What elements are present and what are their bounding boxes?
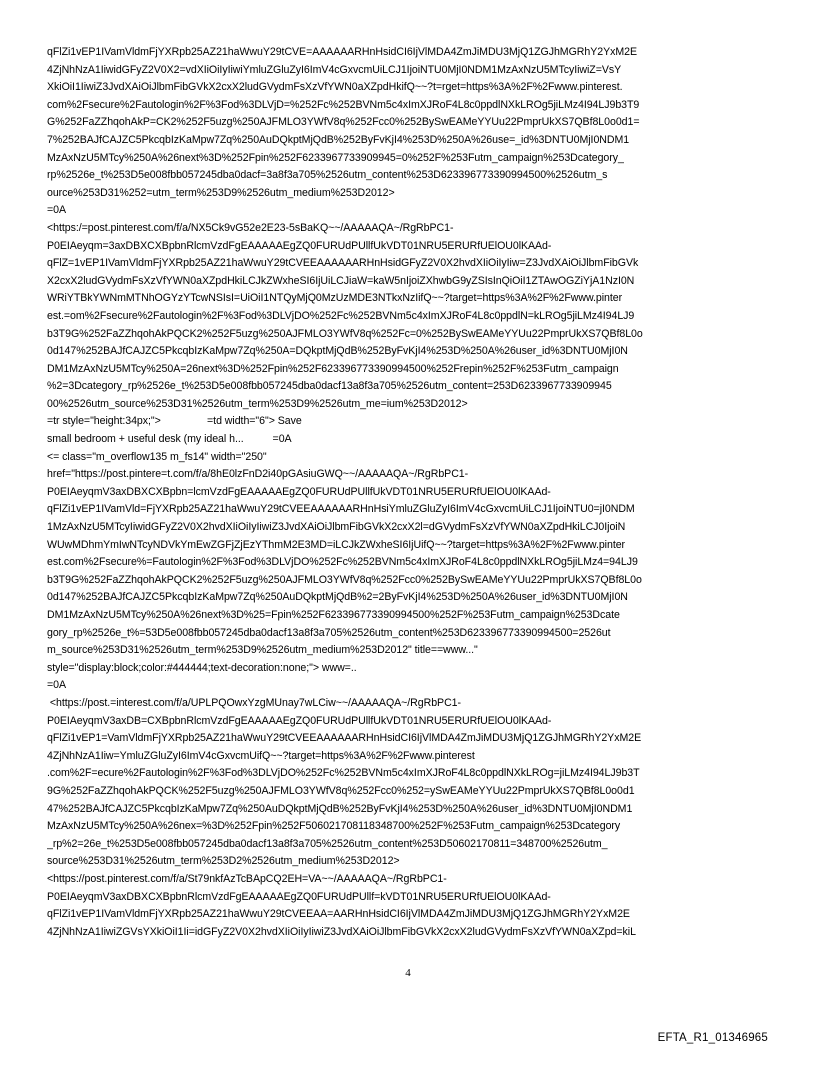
text-line: 4ZjNhNzA1Iiw=YmluZGluZyI6ImV4cGxvcmUifQ~~?target=https%3A%2F%2Fwww.pinterest [47,749,475,762]
text-line: %2=3Dcategory_rp%2526e_t%253D5e008fbb057245dba0dacf13a8f3a705%2526utm_content=253D6233967733909945 [47,380,612,393]
text-line: 9G%252FaZZhqohAkPQCK%252F5uzg%250AJFMLO3YWfV8q%252Fcc0%252=ySwEAMeYYUu22PmprUkXS7QBf8L0o0d1 [47,784,635,797]
text-line: qFlZi1vEP1IVamVldmFjYXRpb25AZ21haWwuY29tCVEEAA=AARHnHsidCI6IjVlMDA4ZmJiMDU3MjQ1ZGJhMGRhY2YxM2E [47,908,630,921]
text-line: =0A [47,204,66,217]
text-line: b3T9G%252FaZZhqohAkPQCK2%252F5uzg%250AJFMLO3YWfV8q%252Fc=0%252BySwEAMeYYUu22PmprUkXS7QBf8L0o [47,327,643,340]
text-line: est.com%2Fsecure%=Fautologin%2F%3Fod%3DLVjDO%252Fc%252BVNm5c4xImXJRoF4L8c0ppdlNXkLROg5jiLMz4=94LJ9 [47,556,638,569]
text-line: WRiYTBkYWNmMTNhOGYzYTcwNSIsI=UiOiI1NTQyMjQ0MzUzMDE3NTkxNzIifQ~~?target=https%3A%2F%2Fwww.pinter [47,292,623,305]
text-line: XkiOiI1IiwiZ3JvdXAiOiJlbmFibGVkX2cxX2ludGVydmFsXzVfYWN0aXZpdHkifQ~~?t=rget=https%3A%2F%2Fwww.pinterest. [47,81,623,94]
text-line: style="display:block;color:#444444;text-decoration:none;"> www=.. [47,661,357,674]
text-line: 0d147%252BAJfCAJZC5PkcqbIzKaMpw7Zq%250A=DQkptMjQdB%252ByFvKjI4%253D%250A%26user_id%3DNTU0MjI0N [47,345,628,358]
email-source-text [47,44,775,941]
text-line: P0EIAeyqmV3axDB=CXBpbnRlcmVzdFgEAAAAAEgZQ0FURUdPUllfUkVDT01NRU5ERURfUElOU0lKAAd- [47,714,552,727]
text-line: rp%2526e_t%253D5e008fbb057245dba0dacf=3a8f3a705%2526utm_content%253D623396773390994500%2526utm_s [47,169,608,182]
text-line: <= class="m_overflow135 m_fs14" width="250" [47,450,267,463]
text-line: WUwMDhmYmIwNTcyNDVkYmEwZGFjZjEzYThmM2E3MD=iLCJkZWxheSI6IjUifQ~~?target=https%3A%2F%2Fwww.pinter [47,538,626,551]
text-line: P0EIAeyqmV3axDBXCXBpbnRlcmVzdFgEAAAAAEgZQ0FURUdPUllf=kVDT01NRU5ERURfUElOU0lKAAd- [47,890,551,903]
text-line: 1MzAxNzU5MTcyIiwidGFyZ2V0X2hvdXIiOiIyIiwiZ3JvdXAiOiJlbmFibGVkX2cxX2l=dGVydmFsXzVfYWN0aXZpdHkiLCJ0IjoiN [47,521,626,534]
text-line: href="https://post.pintere=t.com/f/a/8hE0lzFnD2i40pGAsiuGWQ~~/AAAAAQA~/RgRbPC1- [47,468,469,481]
text-line: 7%252BAJfCAJZC5PkcqbIzKaMpw7Zq%250AuDQkptMjQdB%252ByFvKjI4%253D%250A%26use=_id%3DNTU0MjI0NDM1 [47,133,630,146]
text-line: com%2Fsecure%2Fautologin%2F%3Fod%3DLVjD=%252Fc%252BVNm5c4xImXJRoF4L8c0ppdlNXkLROg5jiLMz4I94LJ9b3T9 [47,98,640,111]
text-line: =tr style="height:34px;"> =td width="6"> Save [47,415,302,428]
text-line: b3T9G%252FaZZhqohAkPQCK2%252F5uzg%250AJFMLO3YWfV8q%252Fcc0%252BySwEAMeYYUu22PmprUkXS7QBf8L0o [47,573,642,586]
text-line: DM1MzAxNzU5MTcy%250A%26next%3D%25=Fpin%252F623396773390994500%252F%253Futm_campaign%253Dcate [47,609,620,621]
text-line: <https://post.=interest.com/f/a/UPLPQOwxYzgMUnay7wLCiw~~/AAAAAQA~/RgRbPC1- [47,696,461,709]
page-number: 4 [405,967,411,979]
text-line: =0A [47,679,66,692]
text-line: m_source%253D31%2526utm_term%253D9%2526utm_medium%253D2012" title==www..." [47,644,478,657]
text-line: P0EIAeyqm=3axDBXCXBpbnRlcmVzdFgEAAAAAEgZQ0FURUdPUllfUkVDT01NRU5ERURfUElOU0lKAAd- [47,239,552,252]
text-line: _rp%2=26e_t%253D5e008fbb057245dba0dacf13a8f3a705%2526utm_content%253D50602170811=348700%2526utm_ [47,837,608,850]
text-line: 4ZjNhNzA1IiwiZGVsYXkiOiI1Ii=idGFyZ2V0X2hvdXIiOiIyIiwiZ3JvdXAiOiJlbmFibGVkX2cxX2ludGVydmFsXzVfYWN0aXZpd=kiL [47,925,636,938]
text-line: gory_rp%2526e_t%=53D5e008fbb057245dba0dacf13a8f3a705%2526utm_content%253D623396773390994500=2526ut [47,626,611,639]
text-line: 00%2526utm_source%253D31%2526utm_term%253D9%2526utm_me=ium%253D2012> [47,397,468,410]
text-line: qFlZ=1vEP1IVamVldmFjYXRpb25AZ21haWwuY29tCVEEAAAAAARHnHsidGFyZ2V0X2hvdXIiOiIyIiw=Z3JvdXAiOiJlbmFibGVk [47,257,639,270]
text-line: 0d147%252BAJfCAJZC5PkcqbIzKaMpw7Zq%250AuDQkptMjQdB%2=2ByFvKjI4%253D%250A%26user_id%3DNTU0MjI0N [47,591,628,604]
text-line: qFlZi1vEP1=VamVldmFjYXRpb25AZ21haWwuY29tCVEEAAAAAARHnHsidCI6IjVlMDA4ZmJiMDU3MjQ1ZGJhMGRhY2YxM2E [47,732,642,745]
text-line: source%253D31%2526utm_term%253D2%2526utm_medium%253D2012> [47,855,400,868]
text-line: X2cxX2ludGVydmFsXzVfYWN0aXZpdHkiLCJkZWxheSI6IjUiLCJiaW=kaW5nIjoiZXhwbG9yZSIsInQiOiI1ZTAwOGZiYjA1NzI0N [47,274,635,287]
text-line: MzAxNzU5MTcy%250A%26next%3D%252Fpin%252F6233967733909945=0%252F%253Futm_campaign%253Dcategory_ [47,151,624,164]
text-line: 4ZjNhNzA1IiwidGFyZ2V0X2=vdXIiOiIyIiwiYmluZGluZyI6ImV4cGxvcmUiLCJ1IjoiNTU0MjI0NDM1MzAxNzU5MTcyIiwiZ=VsY [47,63,622,76]
text-line: MzAxNzU5MTcy%250A%26nex=%3D%252Fpin%252F506021708118348700%252F%253Futm_campaign%253Dcategory [47,820,621,833]
text-line: est.=om%2Fsecure%2Fautologin%2F%3Fod%3DLVjDO%252Fc%252BVNm5c4xImXJRoF4L8c0ppdlN=kLROg5jiLMz4I94LJ9 [47,309,635,322]
text-line: G%252FaZZhqohAkP=CK2%252F5uzg%250AJFMLO3YWfV8q%252Fcc0%252BySwEAMeYYUu22PmprUkXS7QBf8L0o0d1= [47,116,640,129]
document-id-stamp: EFTA_R1_01346965 [657,1032,768,1044]
text-line: small bedroom + useful desk (my ideal h... =0A [47,433,292,446]
text-line: <https:/=post.pinterest.com/f/a/NX5Ck9vG52e2E23-5sBaKQ~~/AAAAAQA~/RgRbPC1- [47,221,454,234]
text-line: qFlZi1vEP1IVamVld=FjYXRpb25AZ21haWwuY29tCVEEAAAAAARHnHsiYmluZGluZyI6ImV4cGxvcmUiLCJ1IjoiNTU0=jI0NDM [47,503,635,516]
text-line: DM1MzAxNzU5MTcy%250A=26next%3D%252Fpin%252F623396773390994500%252Frepin%252F%253Futm_campaign [47,362,619,375]
text-line: 47%252BAJfCAJZC5PkcqbIzKaMpw7Zq%250AuDQkptMjQdB%252ByFvKjI4%253D%250A%26user_id%3DNTU0MjI0NDM1 [47,802,633,815]
text-line: <https://post.pinterest.com/f/a/St79nkfAzTcBApCQ2EH=VA~~/AAAAAQA~/RgRbPC1- [47,872,447,885]
text-line: .com%2F=ecure%2Fautologin%2F%3Fod%3DLVjDO%252Fc%252BVNm5c4xImXJRoF4L8c0ppdlNXkLROg=jiLMz4I94LJ9b3T [47,767,640,780]
text-line: qFlZi1vEP1IVamVldmFjYXRpb25AZ21haWwuY29tCVE=AAAAAARHnHsidCI6IjVlMDA4ZmJiMDU3MjQ1ZGJhMGRhY2YxM2E [47,46,637,58]
text-line: P0EIAeyqmV3axDBXCXBpbn=lcmVzdFgEAAAAAEgZQ0FURUdPUllfUkVDT01NRU5ERURfUElOU0lKAAd- [47,485,551,498]
text-line: ource%253D31%252=utm_term%253D9%2526utm_medium%253D2012> [47,186,395,199]
